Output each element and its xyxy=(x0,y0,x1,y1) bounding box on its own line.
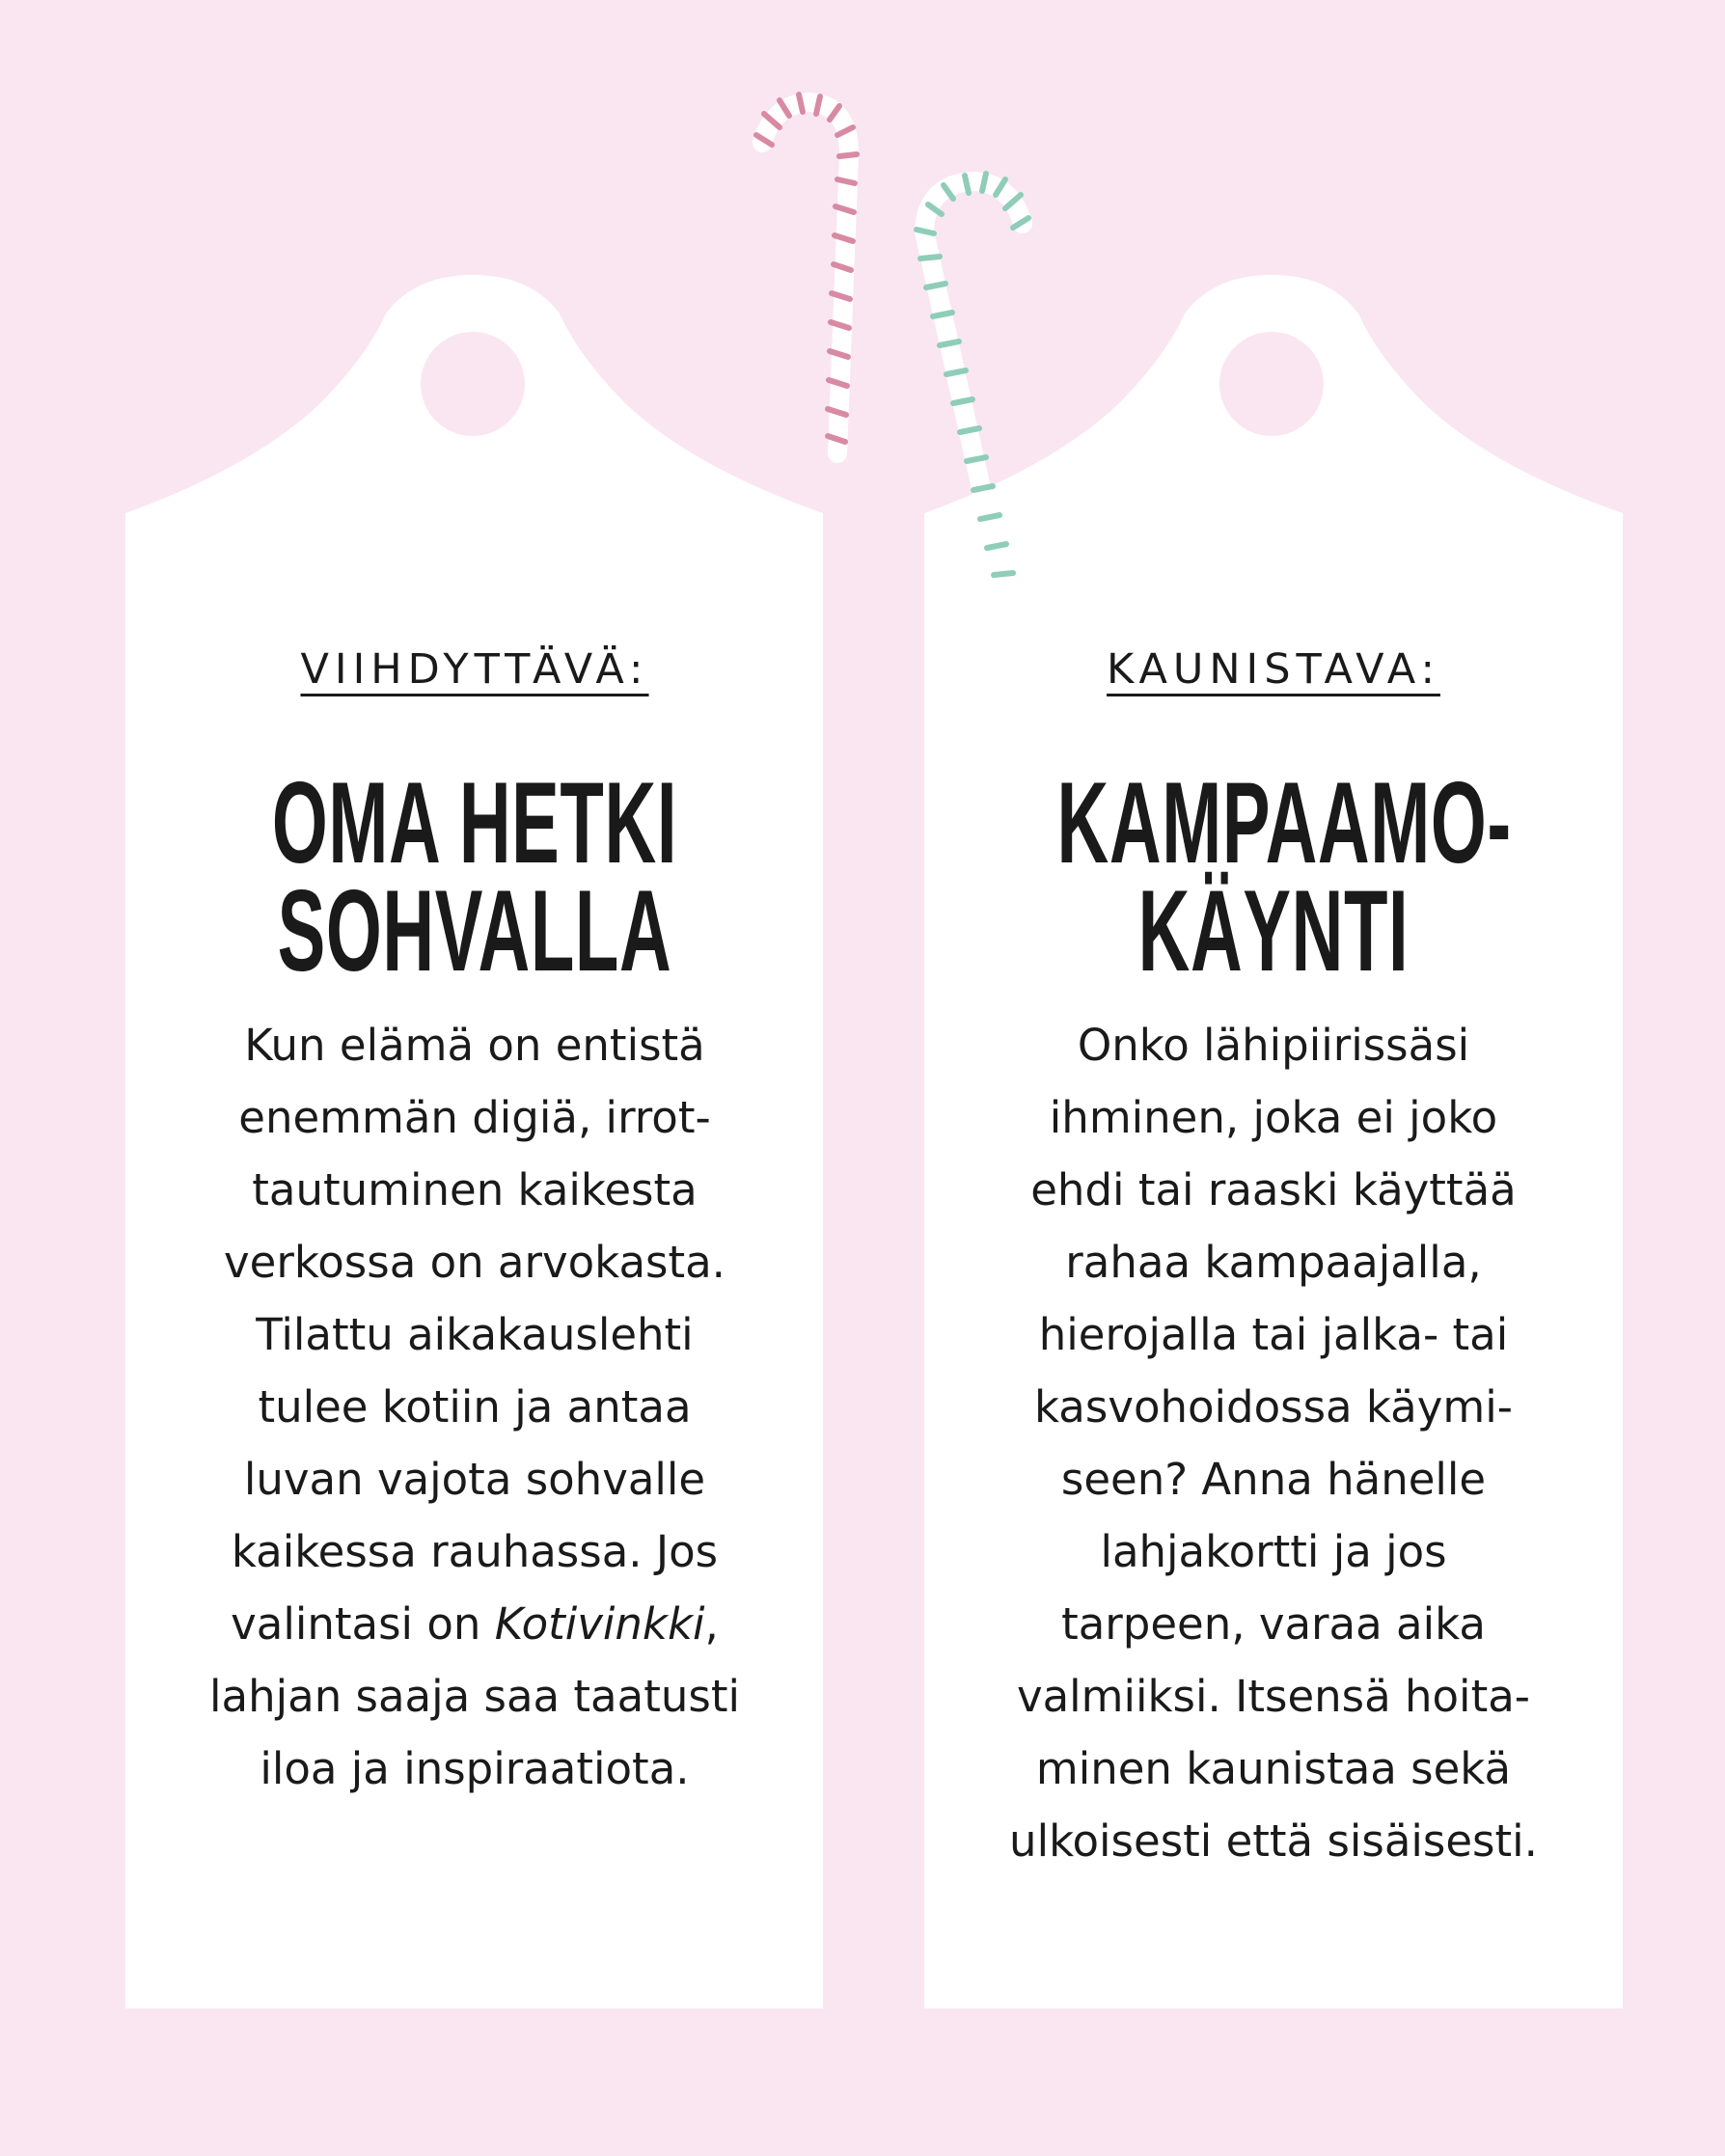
tag-right-content xyxy=(924,579,1623,1867)
headline xyxy=(259,758,692,996)
body-line: verkossa on arvokasta. xyxy=(224,1237,726,1288)
body-line: iloa ja inspiraatiota. xyxy=(260,1743,690,1794)
body-line: ulkoisesti että sisäisesti. xyxy=(1009,1815,1538,1867)
headline xyxy=(1056,758,1512,996)
body-line: rahaa kampaajalla, xyxy=(1065,1237,1482,1288)
body-line: luvan vajota sohvalle xyxy=(243,1454,706,1505)
category-label: VIIHDYTTÄVÄ: xyxy=(300,645,649,694)
tag-hole-right xyxy=(1219,332,1324,436)
body-line: kaikessa rauhassa. Jos xyxy=(231,1526,719,1577)
body-line: tautuminen kaikesta xyxy=(252,1164,698,1215)
body-text xyxy=(125,1009,824,1805)
body-line: minen kaunistaa sekä xyxy=(1035,1743,1512,1794)
body-line: ihminen, joka ei joko xyxy=(1049,1092,1498,1143)
body-line-after: , xyxy=(704,1598,719,1650)
body-line: tarpeen, varaa aika xyxy=(1061,1598,1486,1650)
magazine-title: Kotivinkki xyxy=(494,1598,705,1650)
headline-line: KÄYNTI xyxy=(1137,866,1410,996)
body-text xyxy=(924,1009,1623,1877)
body-line: ehdi tai raaski käyttää xyxy=(1030,1164,1517,1215)
body-line: Tilattu aikakauslehti xyxy=(256,1309,694,1360)
body-line: enemmän digiä, irrot- xyxy=(238,1092,711,1143)
headline-line: OMA HETKI xyxy=(271,758,678,887)
headline-line: KAMPAAMO- xyxy=(1056,758,1512,887)
body-line: Onko lähipiirissäsi xyxy=(1077,1020,1470,1071)
body-line: valmiiksi. Itsensä hoita- xyxy=(1016,1671,1531,1722)
body-line: tulee kotiin ja antaa xyxy=(258,1381,692,1433)
tag-hole-left xyxy=(421,332,525,436)
category-label: KAUNISTAVA: xyxy=(1107,645,1440,694)
body-line: hierojalla tai jalka- tai xyxy=(1038,1309,1509,1360)
body-line-with-magazine-title xyxy=(125,1588,824,1660)
body-line: lahjakortti ja jos xyxy=(1100,1526,1447,1577)
candy-cane-pink-icon xyxy=(756,95,857,453)
body-line: lahjan saaja saa taatusti xyxy=(209,1671,740,1722)
tag-left-content xyxy=(125,579,824,1794)
body-line: Kun elämä on entistä xyxy=(244,1020,705,1071)
headline-line: SOHVALLA xyxy=(277,866,672,996)
body-line-before: valintasi on xyxy=(231,1598,495,1650)
body-line: seen? Anna hänelle xyxy=(1060,1454,1487,1505)
body-line: kasvohoidossa käymi- xyxy=(1034,1381,1513,1433)
